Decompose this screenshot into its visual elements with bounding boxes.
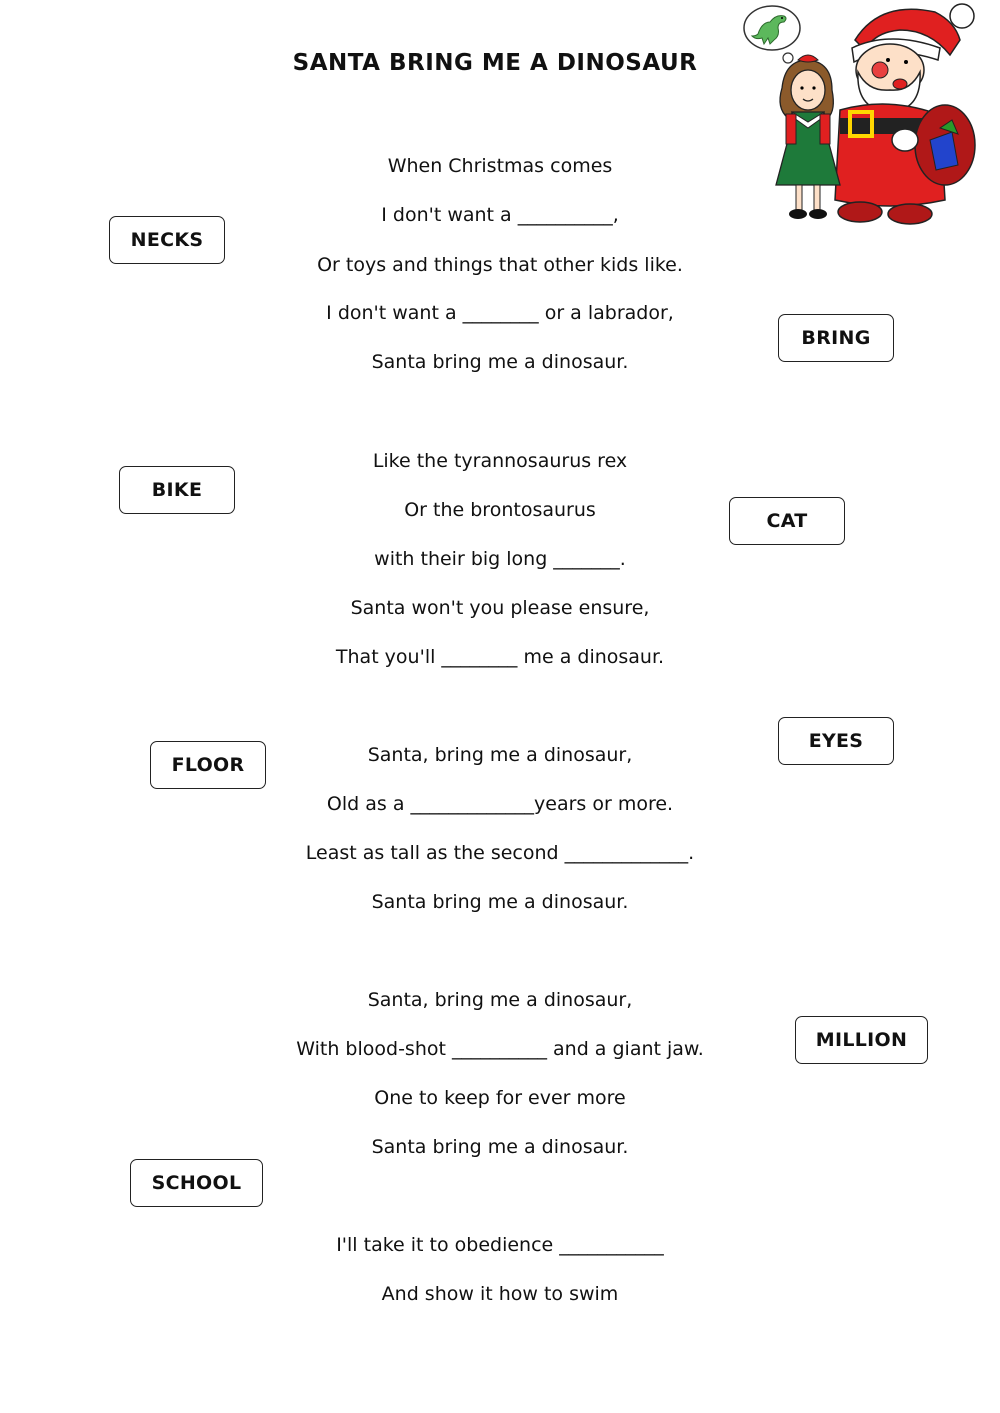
lyric-line: Santa bring me a dinosaur. [371, 351, 629, 373]
lyric-line: One to keep for ever more [374, 1087, 626, 1109]
lyric-line: I don't want a __________, [381, 204, 619, 226]
word-box-necks[interactable]: NECKS [109, 216, 225, 264]
word-box-bring[interactable]: BRING [778, 314, 894, 362]
lyric-line: When Christmas comes [387, 155, 613, 177]
lyric-line: Santa bring me a dinosaur. [371, 891, 629, 913]
worksheet-title: SANTA BRING ME A DINOSAUR [292, 50, 698, 76]
lyric-line: Like the tyrannosaurus rex [372, 450, 628, 472]
lyric-line: With blood-shot __________ and a giant jaw. [296, 1038, 704, 1060]
word-box-cat[interactable]: CAT [729, 497, 845, 545]
lyric-line: Santa bring me a dinosaur. [371, 1136, 629, 1158]
lyric-line: Santa, bring me a dinosaur, [367, 744, 633, 766]
lyric-line: Old as a _____________years or more. [326, 793, 674, 815]
lyric-line: And show it how to swim [381, 1283, 619, 1305]
santa-girl-illustration [740, 0, 980, 230]
lyric-line: Santa, bring me a dinosaur, [367, 989, 633, 1011]
lyric-line: I'll take it to obedience ___________ [336, 1234, 664, 1256]
lyric-line: That you'll ________ me a dinosaur. [335, 646, 665, 668]
lyric-line: I don't want a ________ or a labrador, [326, 302, 674, 324]
word-box-bike[interactable]: BIKE [119, 466, 235, 514]
lyric-line: Or the brontosaurus [404, 499, 596, 521]
lyric-line: Least as tall as the second _____________. [305, 842, 695, 864]
lyric-line: with their big long _______. [374, 548, 626, 570]
word-box-eyes[interactable]: EYES [778, 717, 894, 765]
word-box-school[interactable]: SCHOOL [130, 1159, 263, 1207]
word-box-floor[interactable]: FLOOR [150, 741, 266, 789]
word-box-million[interactable]: MILLION [795, 1016, 928, 1064]
lyric-line: Or toys and things that other kids like. [317, 254, 683, 276]
lyric-line: Santa won't you please ensure, [350, 597, 650, 619]
